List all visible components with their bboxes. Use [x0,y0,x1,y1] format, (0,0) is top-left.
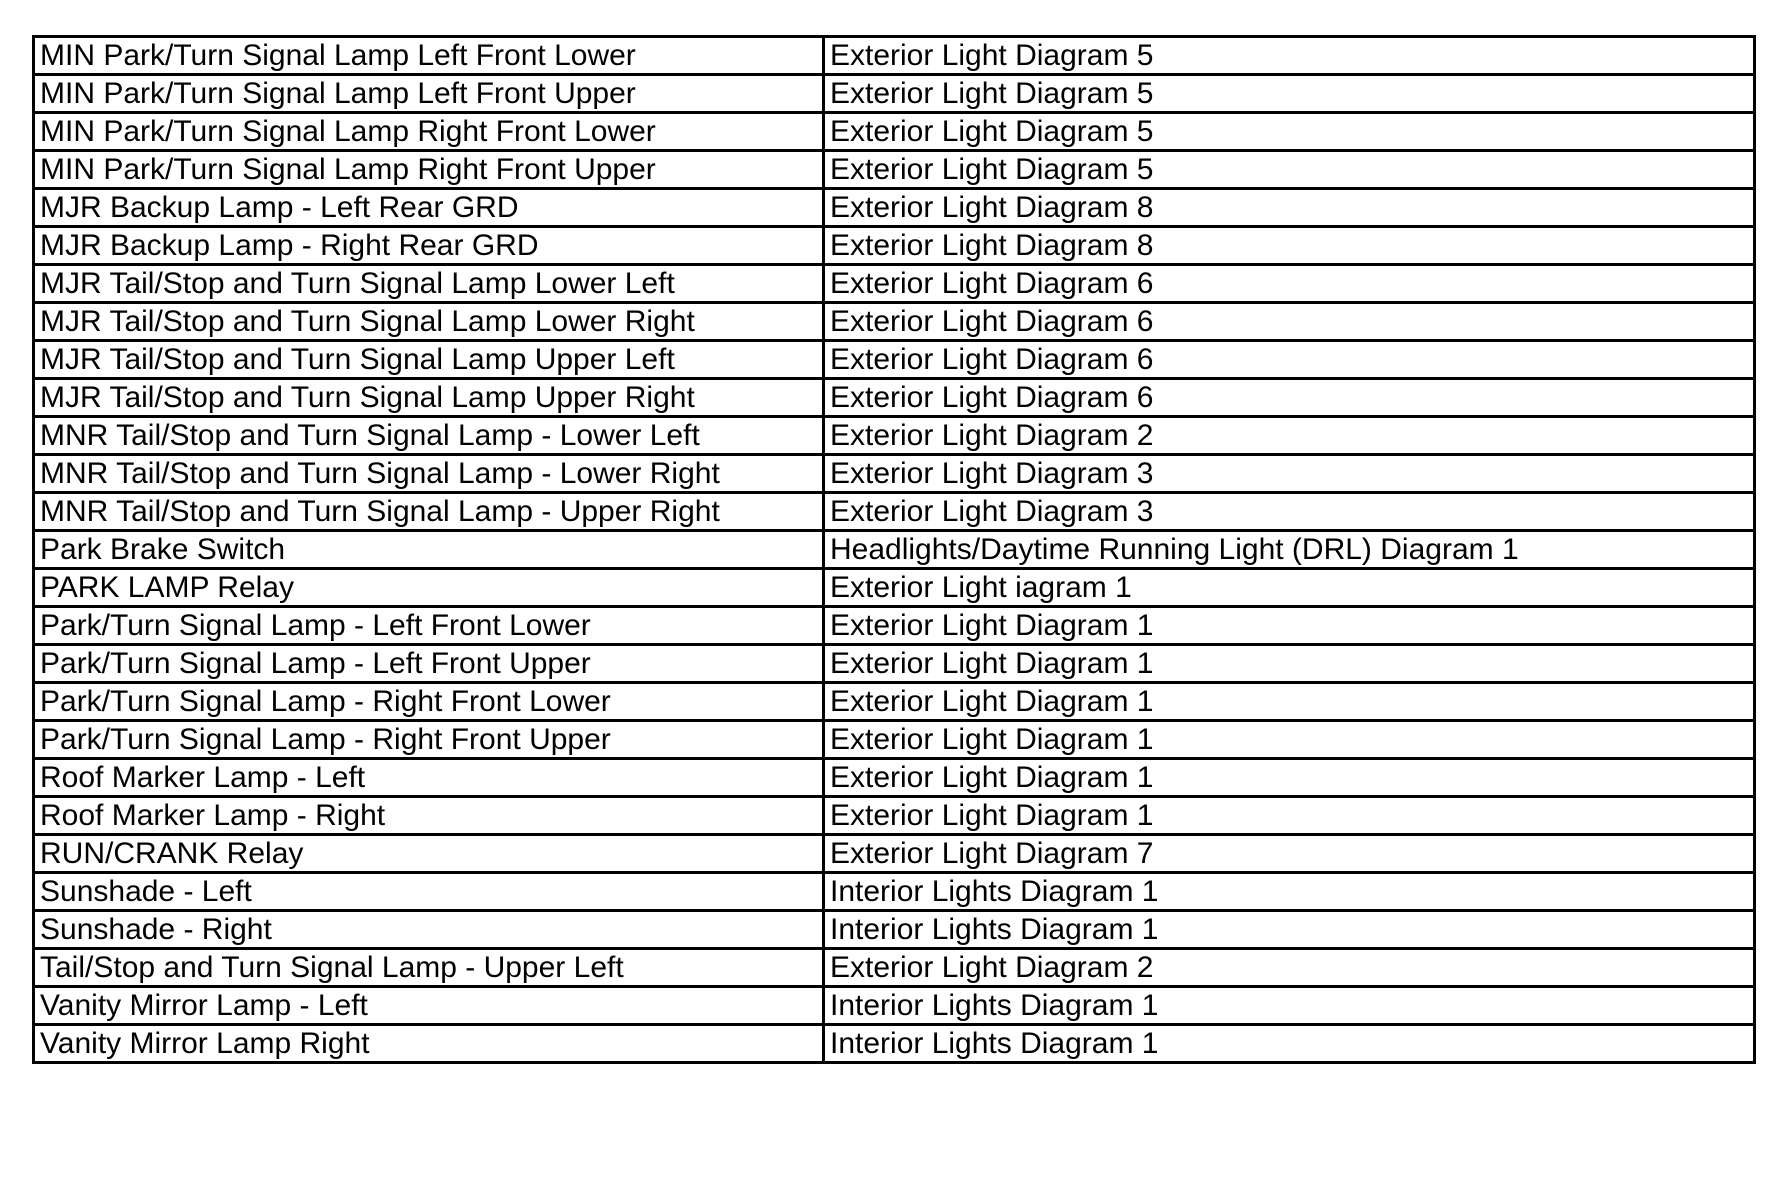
diagram-cell: Exterior Light Diagram 1 [824,683,1755,721]
table-row [34,531,1755,569]
table-row [34,949,1755,987]
diagram-cell: Exterior Light Diagram 8 [824,189,1755,227]
table-row [34,911,1755,949]
diagram-cell: Exterior Light Diagram 6 [824,379,1755,417]
diagram-cell: Exterior Light Diagram 6 [824,265,1755,303]
table-row [34,797,1755,835]
table-row [34,151,1755,189]
component-cell: Roof Marker Lamp - Left [34,759,824,797]
component-cell: MNR Tail/Stop and Turn Signal Lamp - Upper Right [34,493,824,531]
table-row [34,835,1755,873]
table-row [34,455,1755,493]
component-cell: Park/Turn Signal Lamp - Right Front Lower [34,683,824,721]
component-cell: MIN Park/Turn Signal Lamp Left Front Lower [34,37,824,75]
table-row [34,265,1755,303]
component-cell: Sunshade - Right [34,911,824,949]
table-row [34,759,1755,797]
diagram-cell: Interior Lights Diagram 1 [824,1025,1755,1063]
table-row [34,683,1755,721]
table-row [34,569,1755,607]
table-row [34,645,1755,683]
component-cell: Park/Turn Signal Lamp - Left Front Lower [34,607,824,645]
table-row [34,227,1755,265]
diagram-cell: Exterior Light Diagram 1 [824,645,1755,683]
diagram-cell: Exterior Light Diagram 6 [824,341,1755,379]
component-cell: MNR Tail/Stop and Turn Signal Lamp - Lower Right [34,455,824,493]
diagram-cell: Exterior Light Diagram 1 [824,607,1755,645]
component-cell: MIN Park/Turn Signal Lamp Right Front Upper [34,151,824,189]
table-row [34,417,1755,455]
component-diagram-table [32,35,1756,1064]
component-cell: MJR Tail/Stop and Turn Signal Lamp Lower Left [34,265,824,303]
diagram-cell: Exterior Light Diagram 8 [824,227,1755,265]
diagram-cell: Exterior Light Diagram 5 [824,75,1755,113]
component-cell: MJR Tail/Stop and Turn Signal Lamp Lower Right [34,303,824,341]
diagram-cell: Exterior Light Diagram 2 [824,949,1755,987]
component-cell: Park/Turn Signal Lamp - Right Front Upper [34,721,824,759]
component-cell: Vanity Mirror Lamp Right [34,1025,824,1063]
diagram-cell: Exterior Light Diagram 6 [824,303,1755,341]
diagram-cell: Exterior Light Diagram 1 [824,759,1755,797]
component-cell: MNR Tail/Stop and Turn Signal Lamp - Lower Left [34,417,824,455]
table-body [34,37,1755,1063]
table-row [34,189,1755,227]
table-row [34,1025,1755,1063]
diagram-cell: Exterior Light Diagram 5 [824,113,1755,151]
diagram-cell: Exterior Light Diagram 1 [824,721,1755,759]
component-cell: Roof Marker Lamp - Right [34,797,824,835]
component-cell: Vanity Mirror Lamp - Left [34,987,824,1025]
diagram-cell: Exterior Light Diagram 7 [824,835,1755,873]
component-cell: MIN Park/Turn Signal Lamp Left Front Upper [34,75,824,113]
diagram-cell: Exterior Light Diagram 2 [824,417,1755,455]
table-row [34,873,1755,911]
component-cell: RUN/CRANK Relay [34,835,824,873]
diagram-cell: Exterior Light Diagram 5 [824,37,1755,75]
component-cell: Tail/Stop and Turn Signal Lamp - Upper Left [34,949,824,987]
component-cell: MJR Backup Lamp - Left Rear GRD [34,189,824,227]
component-cell: Park/Turn Signal Lamp - Left Front Upper [34,645,824,683]
component-cell: MJR Tail/Stop and Turn Signal Lamp Upper Right [34,379,824,417]
diagram-cell: Exterior Light Diagram 1 [824,797,1755,835]
table-row [34,303,1755,341]
table-row [34,341,1755,379]
diagram-cell: Exterior Light iagram 1 [824,569,1755,607]
component-cell: MIN Park/Turn Signal Lamp Right Front Lower [34,113,824,151]
diagram-cell: Exterior Light Diagram 3 [824,455,1755,493]
table-row [34,113,1755,151]
diagram-cell: Exterior Light Diagram 5 [824,151,1755,189]
component-cell: PARK LAMP Relay [34,569,824,607]
diagram-cell: Interior Lights Diagram 1 [824,987,1755,1025]
diagram-cell: Interior Lights Diagram 1 [824,873,1755,911]
table-row [34,37,1755,75]
table-row [34,721,1755,759]
table-row [34,379,1755,417]
diagram-cell: Headlights/Daytime Running Light (DRL) Diagram 1 [824,531,1755,569]
component-cell: Sunshade - Left [34,873,824,911]
diagram-cell: Interior Lights Diagram 1 [824,911,1755,949]
diagram-cell: Exterior Light Diagram 3 [824,493,1755,531]
table-row [34,493,1755,531]
table-row [34,987,1755,1025]
component-cell: MJR Backup Lamp - Right Rear GRD [34,227,824,265]
table-row [34,607,1755,645]
component-cell: MJR Tail/Stop and Turn Signal Lamp Upper Left [34,341,824,379]
table-row [34,75,1755,113]
component-cell: Park Brake Switch [34,531,824,569]
